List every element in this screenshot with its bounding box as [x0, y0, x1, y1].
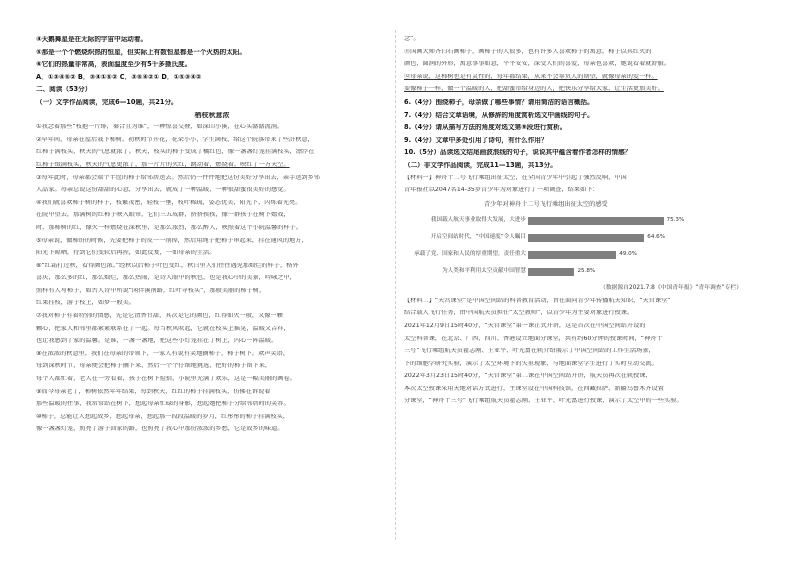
bar-row [404, 250, 756, 260]
text-line: ⑦我对柿子有着特别的情感，先是它清香甘甜，其次是它的颜色，红得如火一般，又像一颗 [36, 313, 283, 320]
text-line: （一）文学作品阅读，完成6—10题，共21分。 [36, 98, 178, 106]
bar-category-label: 我国载人航天事业取得大发展，大进步 [430, 216, 526, 223]
text-line: ⑥“红霜打过秋，看得颜色浓。”经秋以后柿子叶色变红，秋日里人们往往遇见那灿烂的样子，格外 [36, 262, 299, 269]
right-top-text [404, 36, 756, 200]
page-fold-divider [395, 30, 396, 540]
text-line: ⑨而今母亲老了，柿树依然年年结果，每到秋天，红红的柿子挂满枝头，仿佛在诉说着 [36, 388, 271, 395]
text-line: 要像柿子一样，做一个温暖的人，把甜蜜带给身边的人，把快乐分享给大家，让生活更加美好。 [404, 86, 664, 93]
text-line: 下的细胞学研究实验，演示了太空环境下的失重现象，与地面课堂学生进行了实时互动交流。 [404, 360, 658, 367]
text-line: 红柿子满枝头，秋天的气息就浓了。秋天，枝头的柿子变成了橘红色，像一盏盏灯笼挂满枝头，漂浮在 [36, 149, 315, 156]
text-line: 7.（4分）结合文章语境，从修辞的角度赏析选文中画线的句子。 [404, 111, 594, 119]
text-line: 也让我感到了家的温馨。是谁，一盏一盏地，把这些小灯笼挂在了树上，内心一阵温暖。 [36, 338, 278, 345]
text-line: 每到深秋时节，母亲便会把柿子摘下来，然后一个个仔细地挑选，把好的柿子留下来， [36, 363, 272, 370]
bar-row [404, 267, 756, 277]
bar-row [404, 216, 756, 226]
text-line: ⑤那是一个个燃烧炽热的恒星，但实际上有数恒星都是一个火热的太阳。 [36, 48, 246, 56]
bar [528, 268, 574, 276]
text-line: ⑤母亲说，做柿饼的时候，先要把柿子的皮一一削掉，然后用绳子把柿子串起来，挂在通风的地方， [36, 237, 308, 244]
right-column [404, 36, 756, 411]
text-line: 【材料二】“天宫课堂”是中国空间站的科普教育活动，旨在面向青少年传播航天知识，“天宫课堂” [404, 297, 671, 304]
survey-bar-chart [404, 202, 756, 294]
text-line: ⑩柿子，总能让人想起故乡，想起母亲，想起那一段段温暖的岁月，红彤彤的柿子挂满枝头， [36, 413, 290, 420]
text-line: ①我念着那些“枝抱一片绯，秦合且为谁”，一种惊喜交叠，如深山小溪，在心头潺潺流淌。 [36, 124, 284, 131]
text-line: 结合载人飞行任务，由中国航天员担任“太空教师”，以青少年为主要对象进行授课。 [404, 310, 634, 317]
text-line: ②早年间，母亲在屋后栽下柿树。初秋时节开花，花朵小小，学生满枝，给这个院落带来了些許秋意， [36, 136, 314, 143]
text-line: 像一盏盏灯笼，照亮了游子回家的路，也照亮了我心中那份浓浓的乡愁，它是故乡的味道。 [36, 426, 284, 433]
text-line: 本次太空授课采用天地对话方式进行，主课堂设在中国科技馆，在西藏拉萨、新疆乌鲁木齐设置 [404, 385, 664, 392]
text-line: 喜庆，那么多的红，那么灿烂，那么热闹，是诗人眼中的秋色，也是我心中的美景，吟咏之中， [36, 275, 296, 282]
text-line: ④我们就喜欢柿子树的样子，枝繁茂密，轻枝一垂，枝叶稀疏，姿态优美，阳光下，闪烁着光亮。 [36, 199, 302, 206]
bar-category-label: 开启空间站时代，“中国速度”令人瞩目 [430, 233, 526, 240]
bar [528, 217, 664, 225]
text-line: 在院中望去，那满树的红柿子映入眼帘，它们三五成群，挤挤挨挨，像一群孩子在树下嬉戏， [36, 212, 290, 219]
text-line: 6.（4分）围绕柿子，母亲做了哪些事情？请用简洁的语言概括。 [404, 98, 594, 106]
text-line: ⑥它们的热量非常高，表面温度至少有5千多摄氏度。 [36, 61, 192, 69]
text-line: 三号”飞行乘组航天员翟志刚、王亚平、叶光富在轨介绍展示了中国空间站的工作生活场景， [404, 348, 655, 355]
text-line: ⑧在浓浓的秋意里，我们在母亲的带领下，一家人有说有笑地摘柿子，柿子树下，欢声笑语， [36, 350, 290, 357]
text-line: 颗心，把家人和邻里都紧紧联系在了一起。每当秋风吹起，它就在枝头上摇晃，温暖又吉祥， [36, 325, 290, 332]
bar-category-label: 承载了党、国家和人民的厚重期望，责任重大 [414, 250, 526, 257]
text-line: 每个人都忙着，老人在一旁看着，孩子在树下捡拾，小院里充满了欢乐，这是一幅美丽的画卷。 [36, 376, 296, 383]
bar [528, 234, 644, 242]
text-line: 时，那柿树的红，像火一样燃烧在深秋里，是那么浓烈，那么醉人，映照着这个小院温馨的样子。 [36, 224, 303, 231]
text-line: 9.（4分）文章中多处引用了诗句，有什么作用？ [404, 136, 548, 144]
text-line: 阳光下晾晒，待到它们变软后再捏，如此反复，一如母亲的生活。 [36, 250, 216, 257]
left-column [36, 36, 388, 439]
bar-value-label: 64.6% [647, 233, 666, 240]
bar-value-label: 75.3% [666, 216, 685, 223]
text-line: 2022年3月23日15时40分，“天宫课堂”第二课在中国空间站开讲，航天员再次在轨授课， [404, 373, 652, 380]
text-line: 栖枝秋意浓 [194, 111, 230, 119]
text-line: ⑪国画大师齐白石画柿子，画柿子的人很多，也有许多人喜欢柿子的寓意，柿子以其红火的 [404, 48, 652, 55]
text-line: 颜色，圆润的外形，寓意事事如意，平平安安，深受人们的喜爱，母亲也喜欢，她说看着就舒服。 [404, 61, 671, 68]
bar [528, 251, 616, 259]
text-line: ④天鹅舞星是在无际的宇宙中运动着。 [36, 36, 148, 43]
text-line: 念”。 [404, 36, 420, 42]
text-line: 8.（4分）请从描写方法的角度对选文第⑨段进行赏析。 [404, 124, 567, 132]
bar-category-label: 为人类和平利用太空贡献中国智慧 [442, 267, 526, 274]
text-line: 【材料一】神舟十二号飞行乘组出征太空，在全国青少年中引起了强烈反响，中国 [404, 174, 627, 181]
text-line: 二、阅读（53分） [36, 86, 92, 94]
text-line: 红果挂枝，游于枝上，如梦一般美。 [36, 300, 135, 307]
right-bottom-text [404, 298, 756, 411]
text-line: ③每年此时，母亲都会端个半筐的柿子给邻居送去。然后仍一件件地把这份美好分享出去，亲手送到乡邻 [36, 174, 320, 181]
text-line: 10.（5分）品读选文结尾画波浪线的句子，说说其中蕴含着作者怎样的情感？ [404, 149, 632, 157]
bar-value-label: 25.8% [577, 267, 596, 274]
text-line: ⑫母亲说，这柿树也是有灵性的，每年都结果，从来不会辜负人的期望，就像母亲的爱一样。 [404, 73, 658, 80]
text-line: 太空科普课，在北京、广西、四川、香港设立地面分课堂，共有约60分钟的授课时间，“神舟十 [404, 335, 663, 342]
text-line: 红柿子缀满枝头，秋天的气息更浓了，那一片片的火红，跳动着，燃烧着，映红了一方天空。 [36, 161, 290, 168]
bar-row [404, 233, 756, 243]
text-line: 那些温暖的往事，我常常站在树下，想起母亲忙碌的身影，想起她把柿子分给邻居时的笑容。 [36, 401, 290, 408]
text-line: 2021年12月9日15时40分，“天宫课堂”第一课正式开讲，这是首次在中国空间站开设的 [404, 322, 646, 329]
text-line: 照样有人写柿子，如古人诗中所说“闲伴溪南路，红叶寻枝头”，那般美丽的柿子树， [36, 287, 266, 294]
chart-title: 青少年对神舟十二号飞行乘组出征太空的感受 [484, 200, 608, 208]
chart-source: （数据源自2021.7.8《中国青年报》“青年调查”专栏） [600, 284, 742, 291]
text-line: （二）非文学作品阅读，完成11—13题，共13分。 [404, 161, 557, 169]
text-line: 青年报社以2047名14-35岁青少年为对象进行了一项调查，结果如下： [404, 187, 599, 194]
bar-value-label: 49.0% [619, 250, 637, 257]
text-line: A．①③④⑤② B．③④①⑤② C．③⑤④②① D．①⑤③④② [36, 73, 202, 81]
text-line: 分课堂，“神舟十三号”飞行乘组航天员翟志刚、王亚平、叶光富进行授课，演示了太空中的一些实验。 [404, 398, 683, 405]
text-line: 人品家。母亲总说这份甜甜的心意，分享出去，就成了一种温暖，一种很甜蜜很美好的感觉。 [36, 187, 290, 194]
